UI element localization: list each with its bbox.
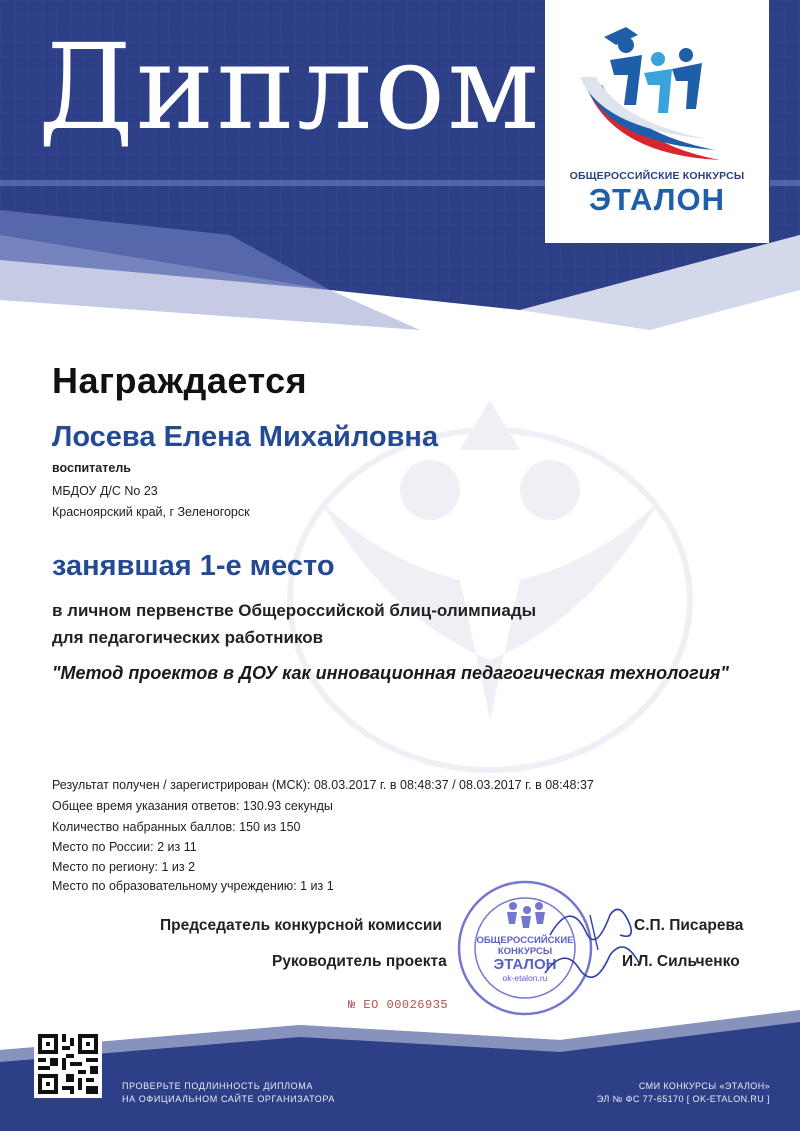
footer-verify-line-1: ПРОВЕРЬТЕ ПОДЛИННОСТЬ ДИПЛОМА <box>122 1081 313 1091</box>
qr-code-icon <box>34 1030 102 1098</box>
result-place-institution: Место по образовательному учреждению: 1 из 1 <box>52 879 334 893</box>
chair-label: Председатель конкурсной комиссии <box>160 917 442 934</box>
logo-panel <box>545 0 769 243</box>
recipient-position: воспитатель <box>52 461 131 475</box>
description-line-2: для педагогических работников <box>52 628 324 647</box>
recipient-name: Лосева Елена Михайловна <box>52 421 439 453</box>
logo-name: ЭТАЛОН <box>588 182 726 217</box>
signature-icon <box>540 895 650 985</box>
footer-band <box>0 1010 800 1131</box>
result-score: Количество набранных баллов: 150 из 150 <box>52 820 301 834</box>
logo-caption: ОБЩЕРОССИЙСКИЕ КОНКУРСЫ <box>569 170 745 182</box>
footer-license: ЭЛ № ФС 77-65170 [ OK-ETALON.RU ] <box>596 1094 770 1104</box>
verification-qr-code[interactable] <box>34 1030 102 1098</box>
recipient-organization: МБДОУ Д/С No 23 <box>52 484 158 498</box>
awarded-heading: Награждается <box>52 360 308 401</box>
etalon-logo-icon <box>580 25 735 165</box>
description-line-1: в личном первенстве Общероссийской блиц-олимпиады <box>52 601 537 620</box>
footer-background <box>0 1010 800 1131</box>
result-place-region: Место по региону: 1 из 2 <box>52 860 196 874</box>
diploma-title: Диплом <box>38 18 542 156</box>
chair-name: С.П. Писарева <box>634 917 744 934</box>
result-place-russia: Место по России: 2 из 11 <box>52 840 197 854</box>
result-total-time: Общее время указания ответов: 130.93 секунды <box>52 799 333 813</box>
footer-media-name: СМИ КОНКУРСЫ «ЭТАЛОН» <box>638 1081 770 1091</box>
result-registration: Результат получен / зарегистрирован (МСК): 08.03.2017 г. в 08:48:37 / 08.03.2017 г. в 08:48:37 <box>52 778 594 792</box>
olympiad-topic: "Метод проектов в ДОУ как инновационная педагогическая технология" <box>52 663 729 683</box>
diploma-serial-number: № ЕО 00026935 <box>348 998 449 1012</box>
place-heading: занявшая 1-е место <box>52 550 335 582</box>
stamp-line-1: ОБЩЕРОССИЙСКИЕ <box>476 935 574 946</box>
stamp-site: ok-etalon.ru <box>502 973 548 983</box>
stamp-line-2: КОНКУРСЫ <box>497 946 553 957</box>
stamp-line-3: ЭТАЛОН <box>493 956 557 973</box>
footer-verify-line-2: НА ОФИЦИАЛЬНОМ САЙТЕ ОРГАНИЗАТОРА <box>122 1094 336 1104</box>
head-name: И.Л. Сильченко <box>622 953 740 970</box>
head-label: Руководитель проекта <box>272 953 447 970</box>
recipient-region: Красноярский край, г Зеленогорск <box>52 505 250 519</box>
